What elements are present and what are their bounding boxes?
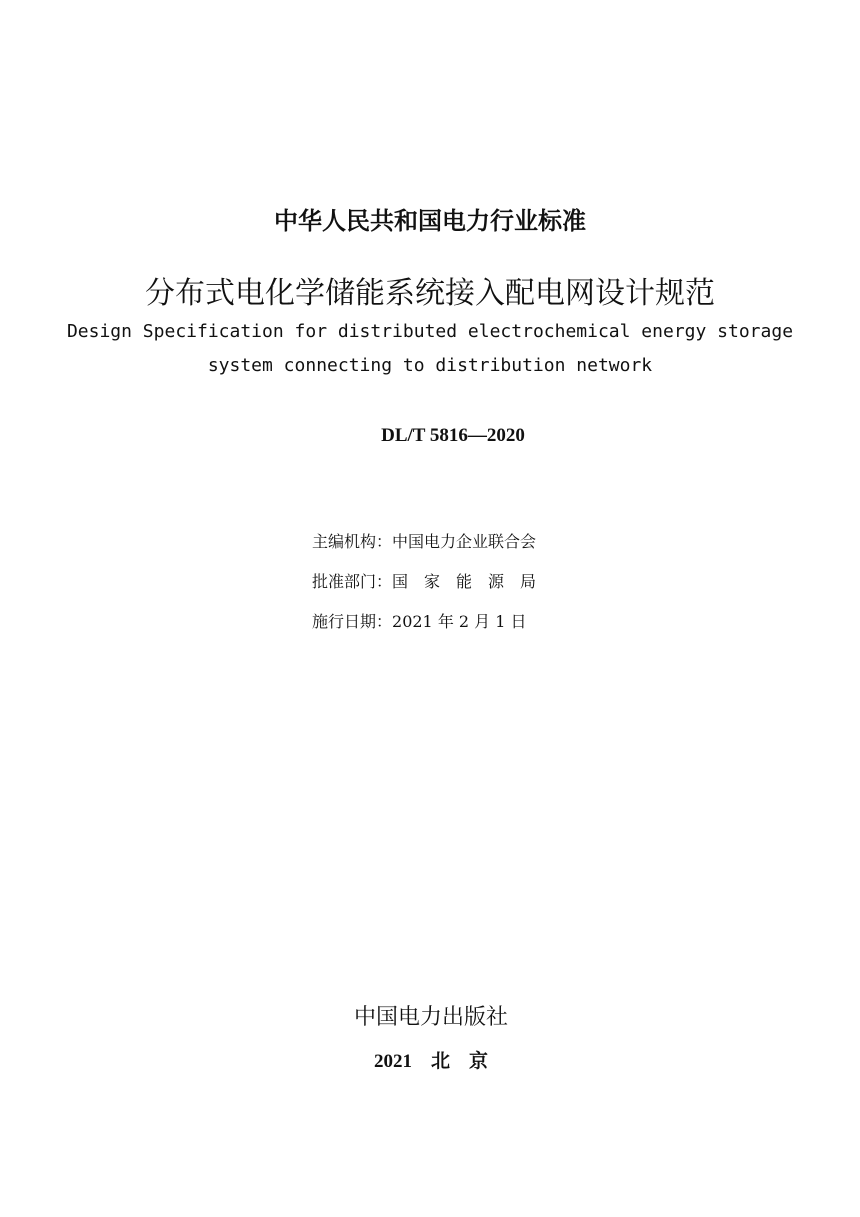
- meta-row-approver: [312, 570, 536, 594]
- document-title-english-line-1: Design Specification for distributed electrochemical energy storage: [66, 321, 794, 342]
- meta-row-effective-date: [312, 610, 527, 634]
- industry-standard-heading: 中华人民共和国电力行业标准: [274, 207, 586, 235]
- publication-year-place: 2021 北 京: [373, 1051, 488, 1072]
- document-title-english-line-2: system connecting to distribution network: [207, 355, 653, 376]
- publisher-name: 中国电力出版社: [353, 1005, 508, 1030]
- meta-row-editor: [312, 530, 536, 554]
- document-title-chinese: 分布式电化学储能系统接入配电网设计规范: [145, 276, 715, 311]
- editor-label: 主编机构：: [312, 532, 393, 551]
- editor-value: 中国电力企业联合会: [392, 532, 537, 551]
- standard-code: DL/T 5816—2020: [381, 425, 525, 446]
- approver-value: 国 家 能 源 局: [392, 572, 537, 591]
- effective-date-value: 2021 年 2 月 1 日: [392, 612, 527, 631]
- effective-date-label: 施行日期：: [312, 612, 393, 631]
- approver-label: 批准部门：: [312, 572, 393, 591]
